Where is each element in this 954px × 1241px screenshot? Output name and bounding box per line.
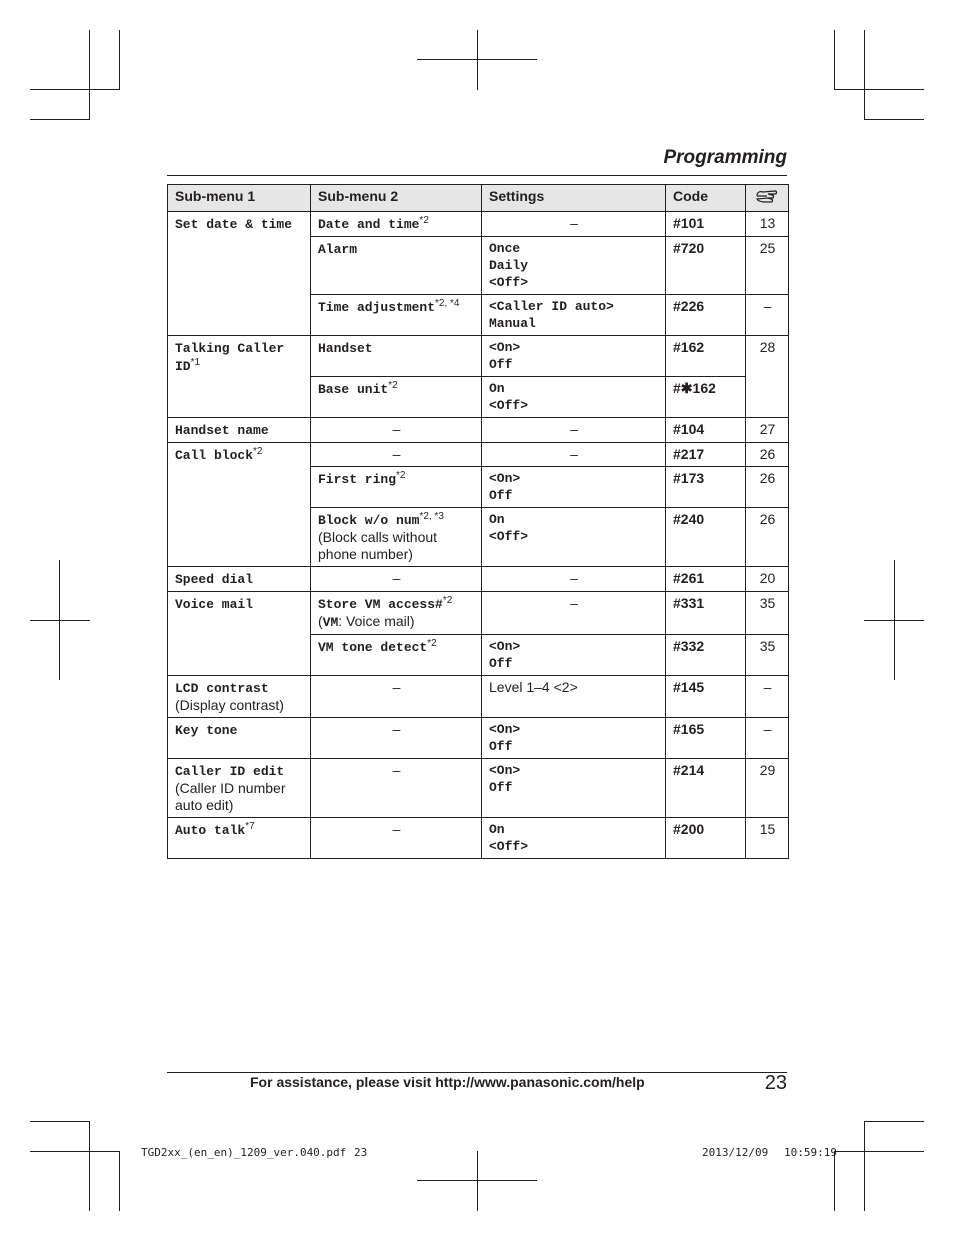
crop-mark — [119, 30, 120, 90]
code-cell: #332 — [666, 635, 746, 676]
page-cell: – — [746, 676, 789, 718]
sub-menu-2-cell: First ring$^{*2}$ — [311, 467, 482, 508]
settings-cell: – — [482, 567, 666, 592]
crop-mark — [864, 620, 924, 621]
page-cell: – — [746, 718, 789, 759]
code-cell: #240 — [666, 508, 746, 567]
page-cell: 29 — [746, 759, 789, 818]
page-cell: 27 — [746, 418, 789, 443]
table-row — [168, 718, 789, 759]
sub-menu-1-cell: Auto talk$^{*7}$ — [168, 818, 311, 859]
sub-menu-2-cell: – — [311, 818, 482, 859]
code-cell: #226 — [666, 295, 746, 336]
page-number: 23 — [764, 1072, 787, 1094]
pointing-hand-icon — [755, 187, 779, 205]
page-cell: 26 — [746, 467, 789, 508]
sub-menu-2-cell: Alarm — [311, 237, 482, 295]
crop-mark — [834, 1151, 924, 1152]
sub-menu-2-cell: – — [311, 718, 482, 759]
crop-mark — [89, 1121, 90, 1211]
sub-menu-1-cell: Call block$^{*2}$ — [168, 443, 311, 567]
code-cell: #104 — [666, 418, 746, 443]
page-cell: 15 — [746, 818, 789, 859]
sub-menu-1-cell: Set date & time — [168, 212, 311, 336]
code-cell: #331 — [666, 592, 746, 635]
table-row — [168, 418, 789, 443]
crop-mark — [864, 1121, 924, 1122]
code-cell: #162 — [666, 336, 746, 377]
code-cell: #173 — [666, 467, 746, 508]
code-cell: #261 — [666, 567, 746, 592]
settings-cell: – — [482, 443, 666, 467]
sub-menu-2-cell: VM tone detect$^{*2}$ — [311, 635, 482, 676]
crop-mark — [30, 1151, 120, 1152]
settings-cell: On <Off> — [482, 377, 666, 418]
slug-file: TGD2xx_(en_en)_1209_ver.040.pdf — [141, 1146, 347, 1159]
sub-menu-1-cell: Speed dial — [168, 567, 311, 592]
crop-mark — [864, 30, 865, 120]
crop-mark — [30, 620, 90, 621]
sub-menu-2-cell: – — [311, 676, 482, 718]
col-header-sub-menu-2: Sub-menu 2 — [311, 185, 482, 212]
sub-menu-2-cell: Time adjustment$^{*2, *4}$ — [311, 295, 482, 336]
crop-mark — [864, 119, 924, 120]
sub-menu-2-cell: – — [311, 567, 482, 592]
title-rule — [167, 175, 787, 176]
code-cell: #✱162 — [666, 377, 746, 418]
settings-cell: <Caller ID auto> Manual — [482, 295, 666, 336]
page-cell: 35 — [746, 635, 789, 676]
settings-cell: <On> Off — [482, 718, 666, 759]
col-header-sub-menu-1: Sub-menu 1 — [168, 185, 311, 212]
sub-menu-2-cell: – — [311, 759, 482, 818]
crop-mark — [864, 1121, 865, 1211]
code-cell: #165 — [666, 718, 746, 759]
settings-cell: <On> Off — [482, 759, 666, 818]
crop-mark — [119, 1151, 120, 1211]
code-cell: #200 — [666, 818, 746, 859]
settings-cell: – — [482, 418, 666, 443]
sub-menu-2-cell: Handset — [311, 336, 482, 377]
crop-mark — [477, 30, 478, 90]
section-title: Programming — [663, 147, 787, 168]
star-key-icon: ✱ — [680, 380, 693, 396]
sub-menu-1-cell: Voice mail — [168, 592, 311, 676]
crop-mark — [834, 1151, 835, 1211]
table-row — [168, 336, 789, 377]
table-row — [168, 592, 789, 635]
settings-table — [167, 184, 789, 859]
crop-mark — [417, 59, 537, 60]
code-cell: #217 — [666, 443, 746, 467]
sub-menu-2-cell: – — [311, 443, 482, 467]
table-header-row — [168, 185, 789, 212]
sub-menu-1-cell: Caller ID edit (Caller ID number auto edit) — [168, 759, 311, 818]
col-header-settings: Settings — [482, 185, 666, 212]
slug-date: 2013/12/09 — [702, 1146, 769, 1159]
settings-cell: – — [482, 212, 666, 237]
sub-menu-2-cell: Block w/o num$^{*2, *3}$ (Block calls without phone number) — [311, 508, 482, 567]
col-header-code: Code — [666, 185, 746, 212]
crop-mark — [834, 89, 924, 90]
page-cell: – — [746, 295, 789, 336]
page-cell: 20 — [746, 567, 789, 592]
table-row — [168, 567, 789, 592]
slug-page: 23 — [354, 1146, 368, 1159]
sub-menu-2-cell: Store VM access#$^{*2}$ (VM: Voice mail) — [311, 592, 482, 635]
page-cell: 25 — [746, 237, 789, 295]
settings-cell: <On> Off — [482, 467, 666, 508]
col-header-page — [746, 185, 789, 212]
crop-mark — [417, 1180, 537, 1181]
page-cell: 28 — [746, 336, 789, 418]
sub-menu-2-cell: Date and time$^{*2}$ — [311, 212, 482, 237]
footer-rule — [167, 1072, 787, 1073]
crop-mark — [834, 30, 835, 90]
sub-menu-2-cell: Base unit$^{*2}$ — [311, 377, 482, 418]
settings-cell: On <Off> — [482, 508, 666, 567]
sub-menu-1-cell: LCD contrast (Display contrast) — [168, 676, 311, 718]
page-cell: 26 — [746, 508, 789, 567]
settings-cell: <On> Off — [482, 336, 666, 377]
crop-mark — [89, 30, 90, 120]
table-row — [168, 443, 789, 467]
crop-mark — [30, 89, 120, 90]
code-cell: #145 — [666, 676, 746, 718]
sub-menu-1-cell: Talking Caller ID$^{*1}$ — [168, 336, 311, 418]
settings-cell: <On> Off — [482, 635, 666, 676]
page-cell: 26 — [746, 443, 789, 467]
code-cell: #101 — [666, 212, 746, 237]
crop-mark — [477, 1151, 478, 1211]
table-row — [168, 212, 789, 237]
page-cell: 13 — [746, 212, 789, 237]
assistance-note: For assistance, please visit http://www.panasonic.com/help — [250, 1074, 645, 1090]
table-row — [168, 676, 789, 718]
crop-mark — [30, 1121, 90, 1122]
settings-cell: Level 1–4 <2> — [482, 676, 666, 718]
table-row — [168, 759, 789, 818]
code-cell: #214 — [666, 759, 746, 818]
code-cell: #720 — [666, 237, 746, 295]
page-cell: 35 — [746, 592, 789, 635]
settings-cell: On <Off> — [482, 818, 666, 859]
sub-menu-2-cell: – — [311, 418, 482, 443]
table-row — [168, 818, 789, 859]
settings-cell: Once Daily <Off> — [482, 237, 666, 295]
slug-time: 10:59:19 — [784, 1146, 837, 1159]
sub-menu-1-cell: Handset name — [168, 418, 311, 443]
settings-cell: – — [482, 592, 666, 635]
sub-menu-1-cell: Key tone — [168, 718, 311, 759]
crop-mark — [30, 119, 90, 120]
